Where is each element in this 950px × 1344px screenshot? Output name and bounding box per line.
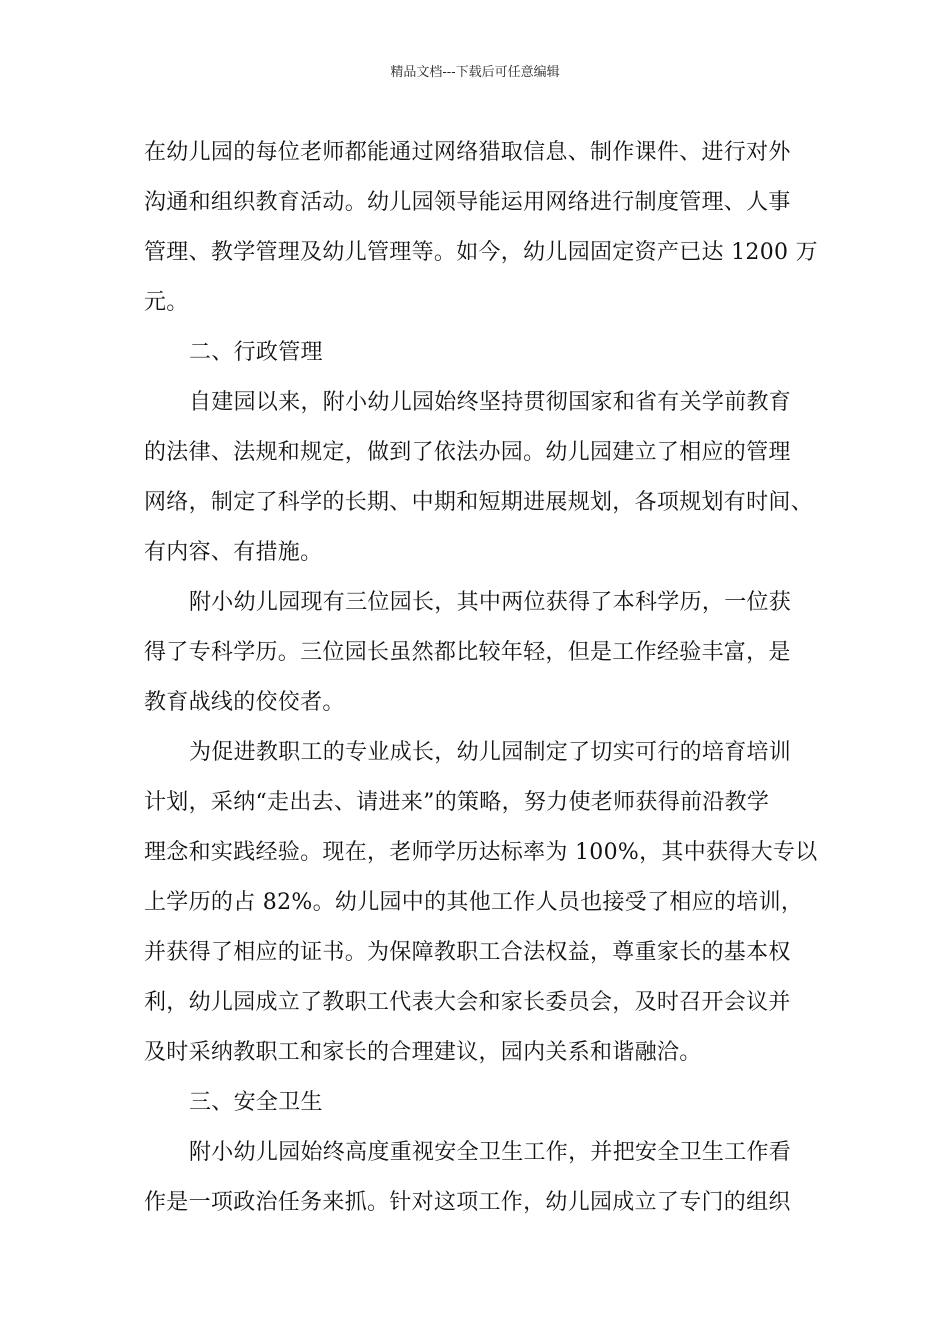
text-line: 沟通和组织教育活动。幼儿园领导能运用网络进行制度管理、人事 xyxy=(144,190,791,215)
text-line: 教育战线的佼佼者。 xyxy=(144,690,345,715)
text-line: 有内容、有措施。 xyxy=(144,540,323,565)
document-body xyxy=(144,128,818,1228)
page-header: 精品文档---下载后可任意编辑 xyxy=(390,65,560,80)
text-line: 作是一项政治任务来抓。针对这项工作，幼儿园成立了专门的组织 xyxy=(144,1190,791,1215)
section-heading-safety: 三、安全卫生 xyxy=(189,1090,323,1115)
text-line: 元。 xyxy=(144,290,189,315)
section-heading-admin: 二、行政管理 xyxy=(189,340,323,365)
text-line: 为促进教职工的专业成长，幼儿园制定了切实可行的培育培训 xyxy=(189,740,792,765)
text-line: 上学历的占 82%。幼儿园中的其他工作人员也接受了相应的培训， xyxy=(144,890,804,915)
text-line: 管理、教学管理及幼儿管理等。如今，幼儿园固定资产已达 1200 万 xyxy=(144,240,818,265)
text-line: 附小幼儿园现有三位园长，其中两位获得了本科学历，一位获 xyxy=(189,590,792,615)
text-line: 自建园以来，附小幼儿园始终坚持贯彻国家和省有关学前教育 xyxy=(189,390,792,415)
text-line: 并获得了相应的证书。为保障教职工合法权益，尊重家长的基本权 xyxy=(144,940,791,965)
text-line: 计划，采纳“走出去、请进来”的策略，努力使老师获得前沿教学 xyxy=(144,790,770,815)
text-line: 网络，制定了科学的长期、中期和短期进展规划，各项规划有时间、 xyxy=(144,490,814,515)
text-line: 及时采纳教职工和家长的合理建议，园内关系和谐融洽。 xyxy=(144,1040,702,1065)
text-line: 利，幼儿园成立了教职工代表大会和家长委员会，及时召开会议并 xyxy=(144,990,791,1015)
text-line: 附小幼儿园始终高度重视安全卫生工作，并把安全卫生工作看 xyxy=(189,1140,792,1165)
text-line: 得了专科学历。三位园长虽然都比较年轻，但是工作经验丰富，是 xyxy=(144,640,791,665)
text-line: 的法律、法规和规定，做到了依法办园。幼儿园建立了相应的管理 xyxy=(144,440,791,465)
text-line: 理念和实践经验。现在，老师学历达标率为 100%，其中获得大专以 xyxy=(144,840,818,865)
text-line: 在幼儿园的每位老师都能通过网络猎取信息、制作课件、进行对外 xyxy=(144,140,791,165)
